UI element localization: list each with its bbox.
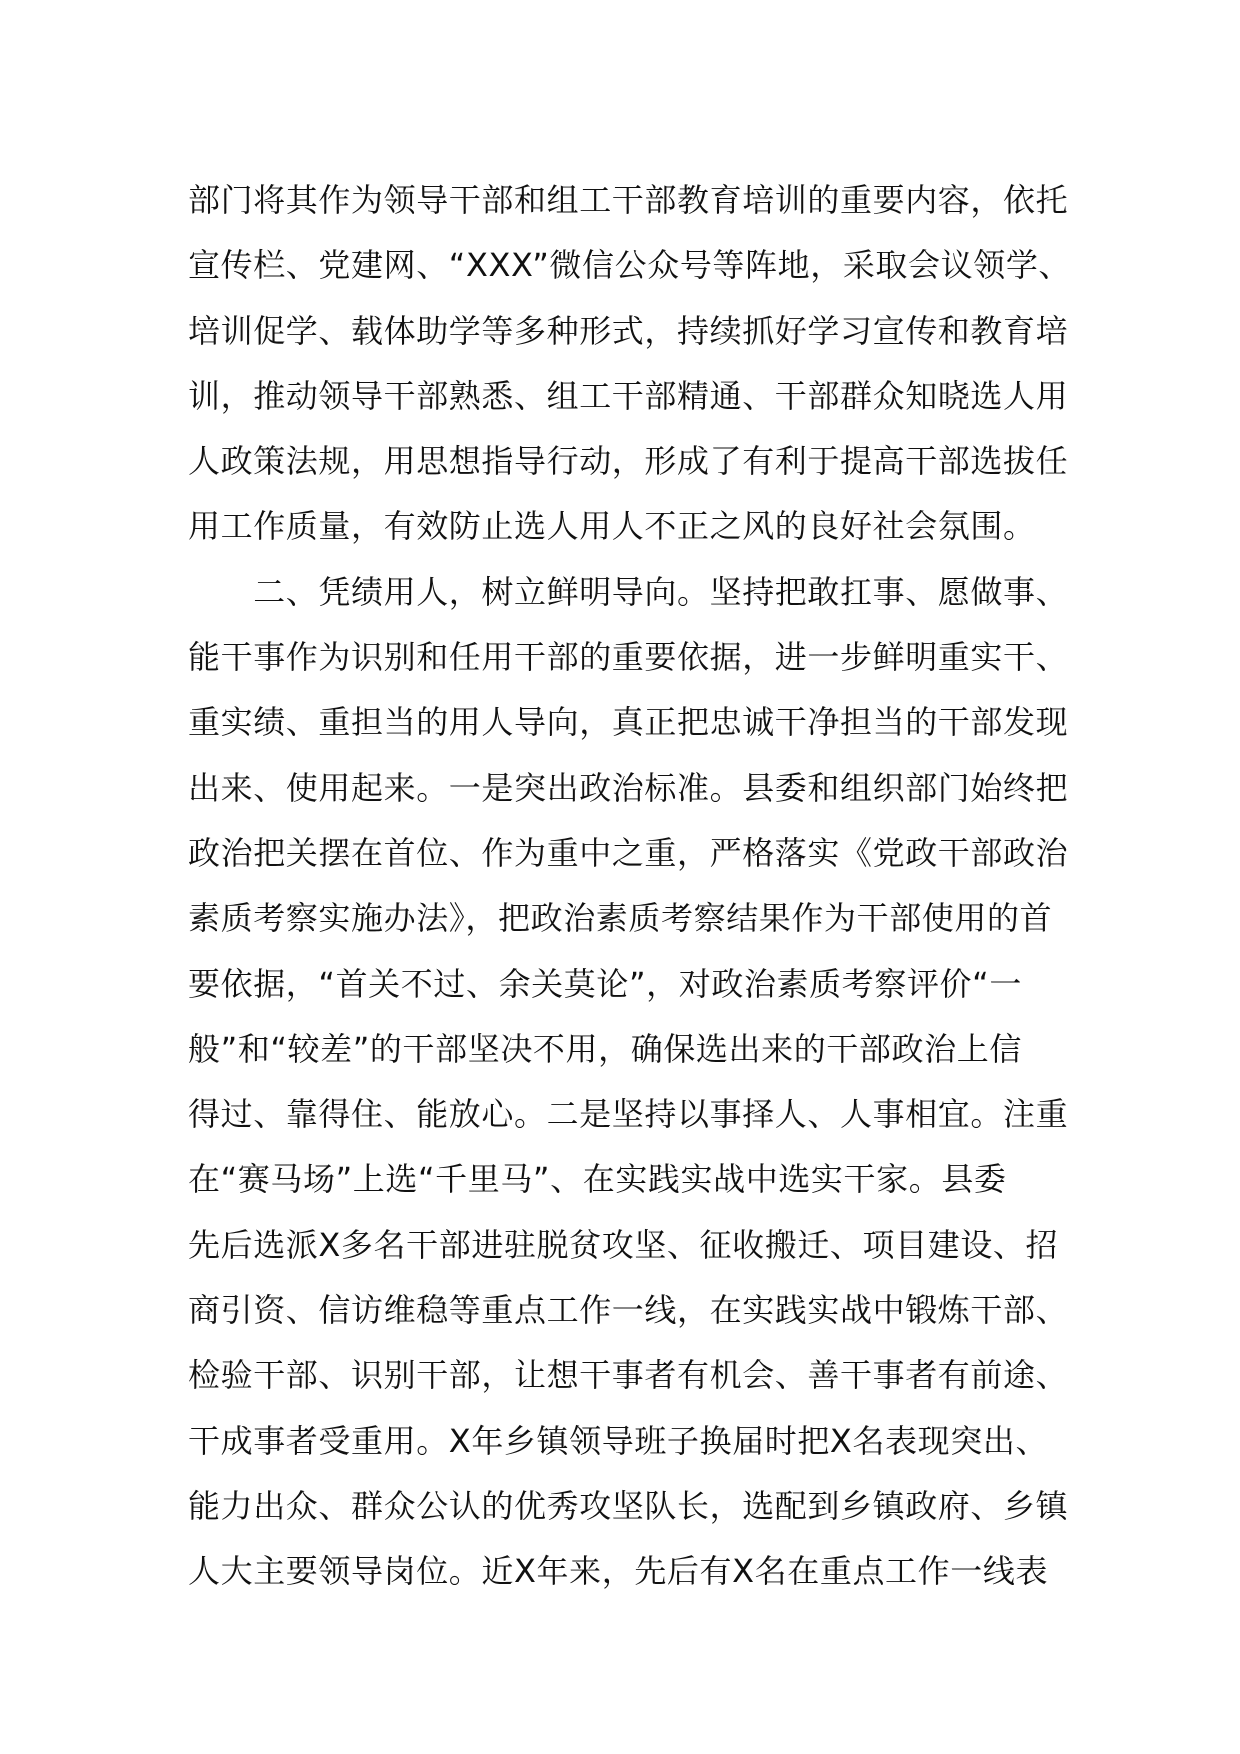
text-line: 干成事者受重用。X年乡镇领导班子换届时把X名表现突出、 — [188, 1421, 1049, 1460]
text-line: 般”和“较差”的干部坚决不用，确保选出来的干部政治上信 — [188, 1029, 1022, 1068]
text-line: 检验干部、识别干部，让想干事者有机会、善干事者有前途、 — [188, 1356, 1069, 1395]
text-line: 人大主要领导岗位。近X年来，先后有X名在重点工作一线表 — [188, 1552, 1049, 1591]
text-line: 能力出众、群众公认的优秀攻坚队长，选配到乡镇政府、乡镇 — [188, 1486, 1069, 1525]
text-line: 出来、使用起来。一是突出政治标准。县委和组织部门始终把 — [188, 768, 1069, 807]
text-line: 要依据，“首关不过、余关莫论”，对政治素质考察评价“一 — [188, 964, 1022, 1003]
body-text — [188, 168, 1072, 1605]
text-line: 宣传栏、党建网、“XXX”微信公众号等阵地，采取会议领学、 — [188, 246, 1072, 285]
text-line: 用工作质量，有效防止选人用人不正之风的良好社会氛围。 — [188, 507, 1036, 546]
text-line: 在“赛马场”上选“千里马”、在实践实战中选实干家。县委 — [188, 1160, 1007, 1199]
section-heading-line: 二、凭绩用人，树立鲜明导向。坚持把敢扛事、愿做事、 — [188, 572, 1069, 611]
text-line: 商引资、信访维稳等重点工作一线，在实践实战中锻炼干部、 — [188, 1291, 1069, 1330]
text-line: 先后选派X多名干部进驻脱贫攻坚、征收搬迁、项目建设、招 — [188, 1225, 1059, 1264]
text-line: 素质考察实施办法》，把政治素质考察结果作为干部使用的首 — [188, 899, 1053, 938]
text-line: 部门将其作为领导干部和组工干部教育培训的重要内容，依托 — [188, 181, 1069, 219]
text-line: 政治把关摆在首位、作为重中之重，严格落实《党政干部政治 — [188, 833, 1069, 872]
text-line: 训，推动领导干部熟悉、组工干部精通、干部群众知晓选人用 — [188, 376, 1069, 415]
text-line: 得过、靠得住、能放心。二是坚持以事择人、人事相宜。注重 — [188, 1095, 1069, 1134]
text-line: 重实绩、重担当的用人导向，真正把忠诚干净担当的干部发现 — [188, 703, 1069, 742]
text-line: 能干事作为识别和任用干部的重要依据，进一步鲜明重实干、 — [188, 638, 1069, 677]
text-line: 培训促学、载体助学等多种形式，持续抓好学习宣传和教育培 — [188, 311, 1069, 350]
text-line: 人政策法规，用思想指导行动，形成了有利于提高干部选拔任 — [188, 442, 1069, 481]
